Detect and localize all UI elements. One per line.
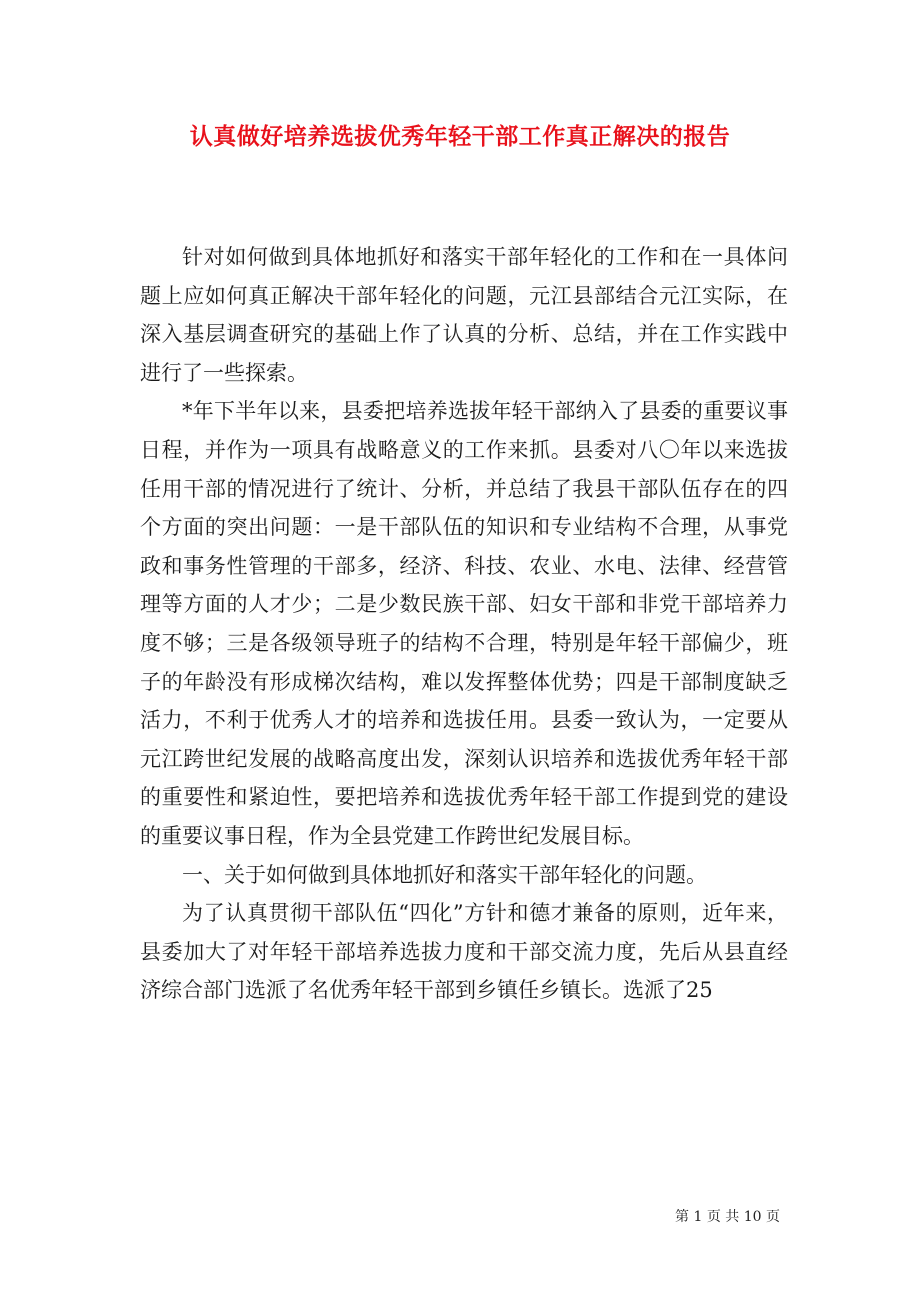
page-number-footer: 第 1 页 共 10 页 <box>675 1209 780 1225</box>
paragraph-2: *年下半年以来，县委把培养选拔年轻干部纳入了县委的重要议事日程，并作为一项具有战略意义的工作来抓。县委对八〇年以来选拔任用干部的情况进行了统计、分析，并总结了我县干部队伍存在的四个方面的突出问题：一是干部队伍的知识和专业结构不合理，从事党政和事务性管理的干部多，经济、科技、农业、水电、法律、经营管理等方面的人才少；二是少数民族干部、妇女干部和非党干部培养力度不够；三是各级领导班子的结构不合理，特别是年轻干部偏少，班子的年龄没有形成梯次结构，难以发挥整体优势；四是干部制度缺乏活力，不利于优秀人才的培养和选拔任用。县委一致认为，一定要从元江跨世纪发展的战略高度出发，深刻认识培养和选拔优秀年轻干部的重要性和紧迫性，要把培养和选拔优秀年轻干部工作提到党的建设的重要议事日程，作为全县党建工作跨世纪发展目标。 <box>140 399 788 848</box>
paragraph-1: 针对如何做到具体地抓好和落实干部年轻化的工作和在一具体问题上应如何真正解决干部年轻化的问题，元江县部结合元江实际，在深入基层调查研究的基础上作了认真的分析、总结，并在工作实践中进行了一些探索。 <box>140 245 788 385</box>
paragraph-4: 为了认真贯彻干部队伍“四化”方针和德才兼备的原则，近年来，县委加大了对年轻干部培养选拔力度和干部交流力度，先后从县直经济综合部门选派了名优秀年轻干部到乡镇任乡镇长。选派了25 <box>140 901 788 1003</box>
paragraph-3: 一、关于如何做到具体地抓好和落实干部年轻化的问题。 <box>182 862 707 887</box>
document-body <box>140 238 788 1010</box>
document-title: 认真做好培养选拔优秀年轻干部工作真正解决的报告 <box>189 123 731 150</box>
